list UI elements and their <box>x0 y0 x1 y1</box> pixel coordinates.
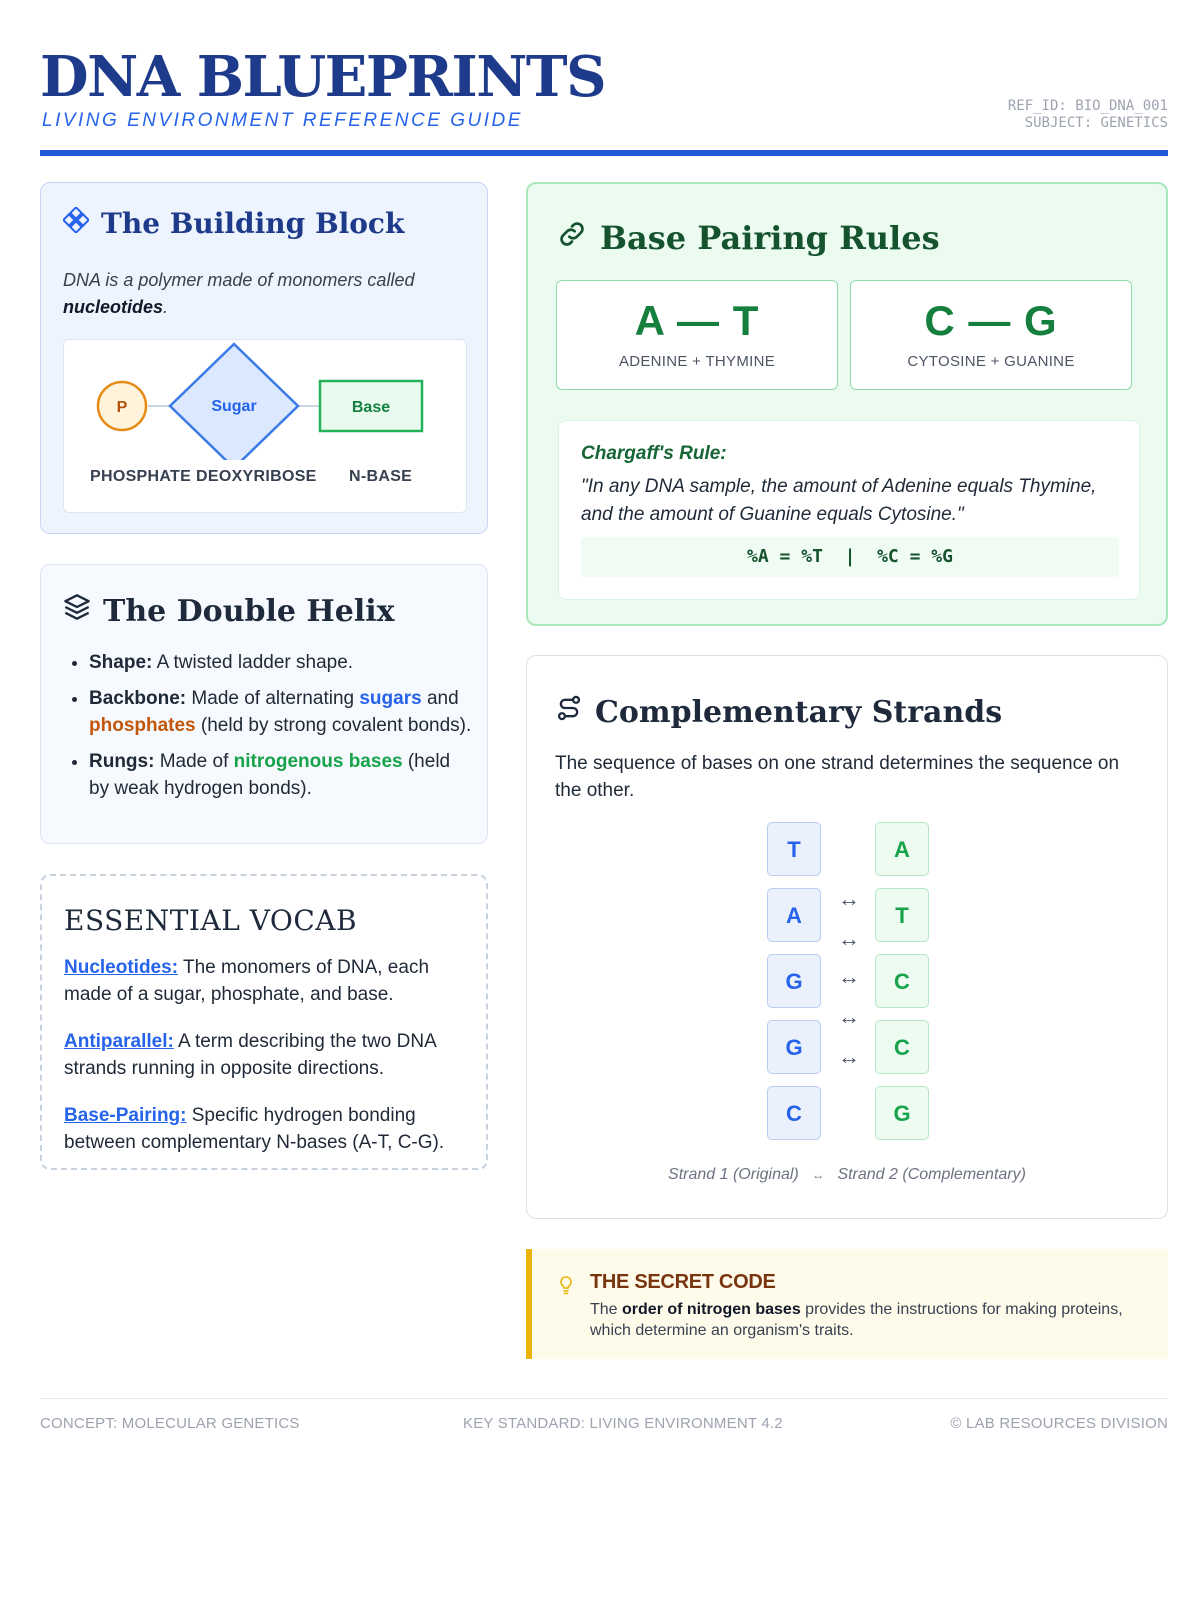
strand2-label: Strand 2 (Complementary) <box>837 1166 1026 1183</box>
vocab-definition: Specific hydrogen bonding between complementary N-bases (A-T, C-G). <box>64 1105 445 1153</box>
vocab-definition: The monomers of DNA, each made of a sugar, phosphate, and base. <box>64 957 430 1005</box>
footer-concept: CONCEPT: MOLECULAR GENETICS <box>40 1415 300 1432</box>
sugar-caption: DEOXYRIBOSE <box>196 468 317 485</box>
backbone-text: (held by strong covalent bonds). <box>195 715 472 736</box>
list-item <box>89 748 474 802</box>
intro-suffix: . <box>163 297 169 317</box>
vocab-item <box>64 1028 476 1082</box>
complementary-strands-card <box>526 655 1168 1219</box>
backbone-text: Made of alternating <box>186 688 360 709</box>
building-block-title: The Building Block <box>101 207 405 240</box>
sugars-term: sugars <box>359 688 422 709</box>
vocab-list <box>64 954 476 1176</box>
page-title: DNA BLUEPRINTS <box>40 44 606 110</box>
secret-code-callout <box>526 1249 1168 1359</box>
shape-text: A twisted ladder shape. <box>152 652 354 673</box>
strand2-base: C <box>875 954 929 1008</box>
list-item <box>89 649 474 676</box>
chargaff-quote: "In any DNA sample, the amount of Adenine equals Thymine, and the amount of Guanine equals Cytosine." <box>581 476 1097 525</box>
reference-page <box>40 0 1168 1600</box>
building-block-title-row <box>63 207 404 240</box>
complementary-title: Complementary Strands <box>595 694 1003 730</box>
pair-box-at <box>556 280 838 390</box>
vocab-item <box>64 954 476 1008</box>
bases-term: nitrogenous bases <box>233 751 403 772</box>
page-footer <box>40 1398 1168 1438</box>
vocab-item <box>64 1102 476 1156</box>
base-caption: N-BASE <box>349 468 413 485</box>
strand2-base: T <box>875 888 929 942</box>
vocab-term[interactable]: Antiparallel: <box>64 1031 174 1052</box>
footer-standard: KEY STANDARD: LIVING ENVIRONMENT 4.2 <box>463 1415 783 1432</box>
lightbulb-icon <box>558 1275 574 1300</box>
vocab-definition: A term describing the two DNA strands running in opposite directions. <box>64 1031 436 1079</box>
rungs-text: (held by weak hydrogen bonds). <box>89 751 451 799</box>
base-pairing-card <box>526 182 1168 626</box>
pair-at-name: ADENINE + THYMINE <box>618 353 776 370</box>
bond-arrow-icon: ↔ <box>838 1004 860 1029</box>
pair-box-cg <box>850 280 1132 390</box>
chargaff-formula: %A = %T | %C = %G <box>581 537 1119 577</box>
strand1-base: A <box>767 888 821 942</box>
phosphate-symbol: P <box>116 399 128 416</box>
secret-code-suffix: provides the instructions for making proteins, which determine an organism's traits. <box>590 1301 1123 1339</box>
ref-id: REF_ID: BIO_DNA_001 <box>1007 98 1168 114</box>
subject: SUBJECT: GENETICS <box>1024 115 1168 131</box>
complementary-title-row <box>555 694 1002 730</box>
layers-icon <box>63 593 91 629</box>
chargaff-title: Chargaff's Rule: <box>581 443 727 464</box>
building-block-intro <box>63 267 473 321</box>
phosphate-caption: PHOSPHATE <box>90 468 192 485</box>
helix-facts-list <box>89 649 474 811</box>
complementary-description: The sequence of bases on one strand determines the sequence on the other. <box>555 753 1120 801</box>
molecule-icon <box>63 207 89 240</box>
strand1-base: G <box>767 1020 821 1074</box>
strand-separator: ↔ <box>812 1168 825 1182</box>
double-helix-title-row <box>63 593 395 629</box>
bond-arrow-icon: ↔ <box>838 886 860 911</box>
strand1-base: C <box>767 1086 821 1140</box>
backbone-label: Backbone: <box>89 688 187 709</box>
vocab-card <box>40 874 488 1170</box>
chargaff-box <box>558 420 1140 600</box>
pair-cg-name: CYTOSINE + GUANINE <box>907 353 1075 370</box>
list-item <box>89 685 474 739</box>
strand-labels <box>527 1166 1167 1184</box>
link-icon <box>556 218 588 258</box>
strand2-base: C <box>875 1020 929 1074</box>
rungs-text: Made of <box>154 751 234 772</box>
pair-at: A — T <box>634 297 760 344</box>
intro-text: DNA is a polymer made of monomers called <box>63 270 415 290</box>
nucleotide-diagram <box>63 339 467 513</box>
rungs-label: Rungs: <box>89 751 155 772</box>
strand1-base: T <box>767 822 821 876</box>
intro-term: nucleotides <box>63 297 164 317</box>
base-pairing-title: Base Pairing Rules <box>600 219 940 257</box>
vocab-term[interactable]: Base-Pairing: <box>64 1105 187 1126</box>
secret-code-text <box>590 1299 1160 1341</box>
page-header <box>40 44 1168 156</box>
bond-arrow-icon: ↔ <box>838 964 860 989</box>
double-helix-title: The Double Helix <box>103 593 395 629</box>
sugar-label: Sugar <box>211 398 257 415</box>
secret-code-bold: order of nitrogen bases <box>622 1301 801 1318</box>
building-block-card <box>40 182 488 534</box>
phosphates-term: phosphates <box>89 715 196 736</box>
route-icon <box>555 694 583 730</box>
base-label: Base <box>351 399 391 416</box>
bond-arrow-icon: ↔ <box>838 1044 860 1069</box>
strand1-label: Strand 1 (Original) <box>668 1166 799 1183</box>
base-pairing-title-row <box>556 218 940 258</box>
vocab-title: ESSENTIAL VOCAB <box>64 904 358 937</box>
shape-label: Shape: <box>89 652 153 673</box>
page-subtitle: LIVING ENVIRONMENT REFERENCE GUIDE <box>42 110 523 131</box>
footer-copyright: © LAB RESOURCES DIVISION <box>950 1415 1168 1432</box>
strand2-base: A <box>875 822 929 876</box>
secret-code-title: THE SECRET CODE <box>590 1271 776 1293</box>
nucleotide-shapes <box>64 340 468 460</box>
backbone-text: and <box>421 688 459 709</box>
secret-code-prefix: The <box>590 1301 623 1318</box>
bond-arrow-icon: ↔ <box>838 926 860 951</box>
double-helix-card <box>40 564 488 844</box>
strand2-base: G <box>875 1086 929 1140</box>
reference-info <box>1008 98 1168 132</box>
vocab-term[interactable]: Nucleotides: <box>64 957 179 978</box>
pair-cg: C — G <box>924 297 1058 344</box>
strand1-base: G <box>767 954 821 1008</box>
